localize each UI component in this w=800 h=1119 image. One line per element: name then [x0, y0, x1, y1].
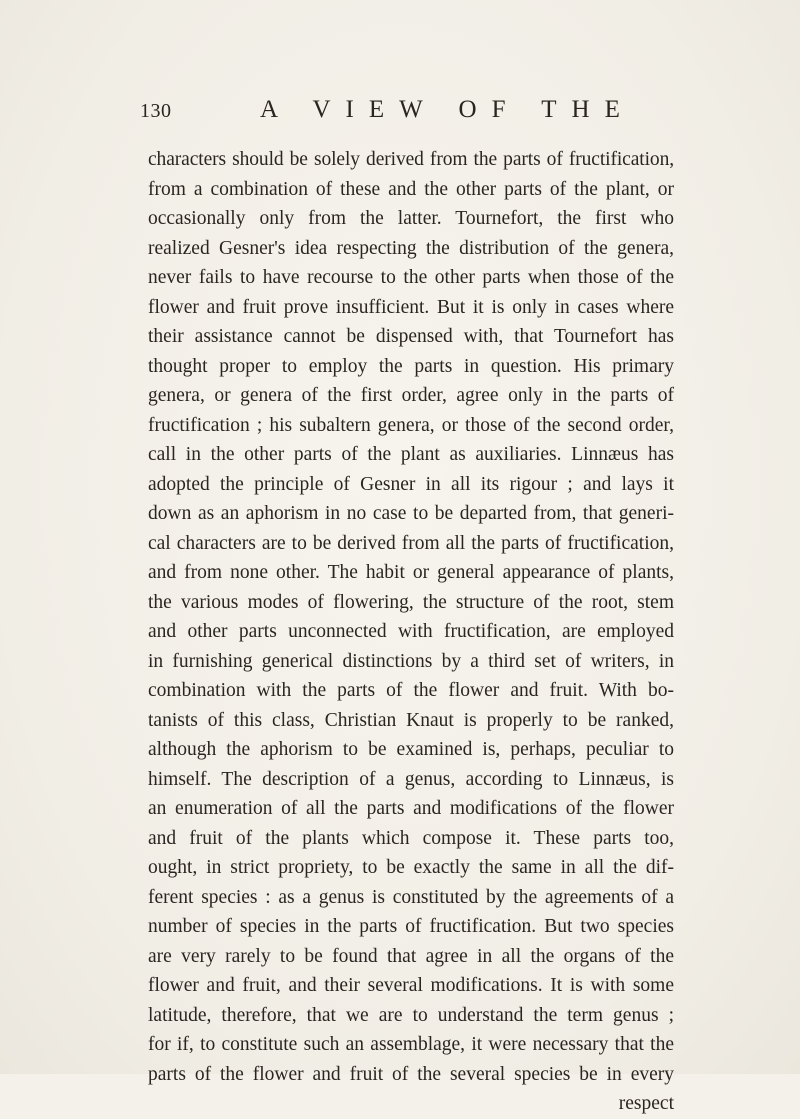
text-line: their assistance cannot be dispensed with, that Tournefort has: [148, 326, 674, 347]
text-line: occasionally only from the latter. Tournefort, the first who: [148, 208, 674, 229]
page-header: [140, 96, 660, 126]
text-line: ought, in strict propriety, to be exactly the same in all the dif-: [148, 857, 674, 878]
text-line: never fails to have recourse to the other parts when those of the: [148, 267, 674, 288]
text-line: thought proper to employ the parts in question. His primary: [148, 355, 674, 377]
text-line: down as an aphorism in no case to be departed from, that generi-: [148, 503, 674, 524]
page-number: 130: [140, 100, 172, 122]
text-line: from a combination of these and the other parts of the plant, or: [148, 178, 674, 200]
text-line: adopted the principle of Gesner in all its rigour ; and lays it: [148, 473, 674, 495]
text-line: the various modes of flowering, the structure of the root, stem: [148, 591, 674, 613]
text-line: an enumeration of all the parts and modifications of the flower: [148, 798, 674, 819]
text-line: and other parts unconnected with fructification, are employed: [148, 621, 674, 642]
text-line: call in the other parts of the plant as auxiliaries. Linnæus has: [148, 444, 674, 465]
text-line: are very rarely to be found that agree in all the organs of the: [148, 945, 674, 967]
body-text: [148, 145, 674, 1119]
text-line: flower and fruit, and their several modifications. It is with some: [148, 975, 674, 996]
text-line: combination with the parts of the flower and fruit. With bo-: [148, 680, 674, 701]
text-line: flower and fruit prove insufficient. But it is only in cases where: [148, 296, 674, 318]
running-head: A VIEW OF THE: [260, 96, 635, 123]
text-line: in furnishing generical distinctions by a third set of writers, in: [148, 650, 674, 672]
catchword: respect: [618, 1093, 674, 1114]
text-line: fructification ; his subaltern genera, or those of the second order,: [148, 414, 674, 436]
text-line: latitude, therefore, that we are to understand the term genus ;: [148, 1004, 674, 1026]
text-line: cal characters are to be derived from all the parts of fructification,: [148, 532, 674, 554]
text-line: ferent species : as a genus is constituted by the agreements of a: [148, 886, 674, 908]
text-line: genera, or genera of the first order, agree only in the parts of: [148, 385, 674, 406]
text-line: and from none other. The habit or general appearance of plants,: [148, 562, 674, 583]
text-line: parts of the flower and fruit of the several species be in every: [148, 1063, 674, 1085]
text-line: and fruit of the plants which compose it. These parts too,: [148, 827, 674, 849]
text-line: for if, to constitute such an assemblage, it were necessary that the: [148, 1034, 674, 1055]
text-line: number of species in the parts of fructification. But two species: [148, 916, 674, 937]
text-line: tanists of this class, Christian Knaut is properly to be ranked,: [148, 709, 674, 731]
text-line: characters should be solely derived from the parts of fructification,: [148, 149, 674, 170]
text-line: himself. The description of a genus, according to Linnæus, is: [148, 768, 674, 790]
text-line: although the aphorism to be examined is, perhaps, peculiar to: [148, 739, 674, 760]
text-line: realized Gesner's idea respecting the distribution of the genera,: [148, 237, 674, 259]
